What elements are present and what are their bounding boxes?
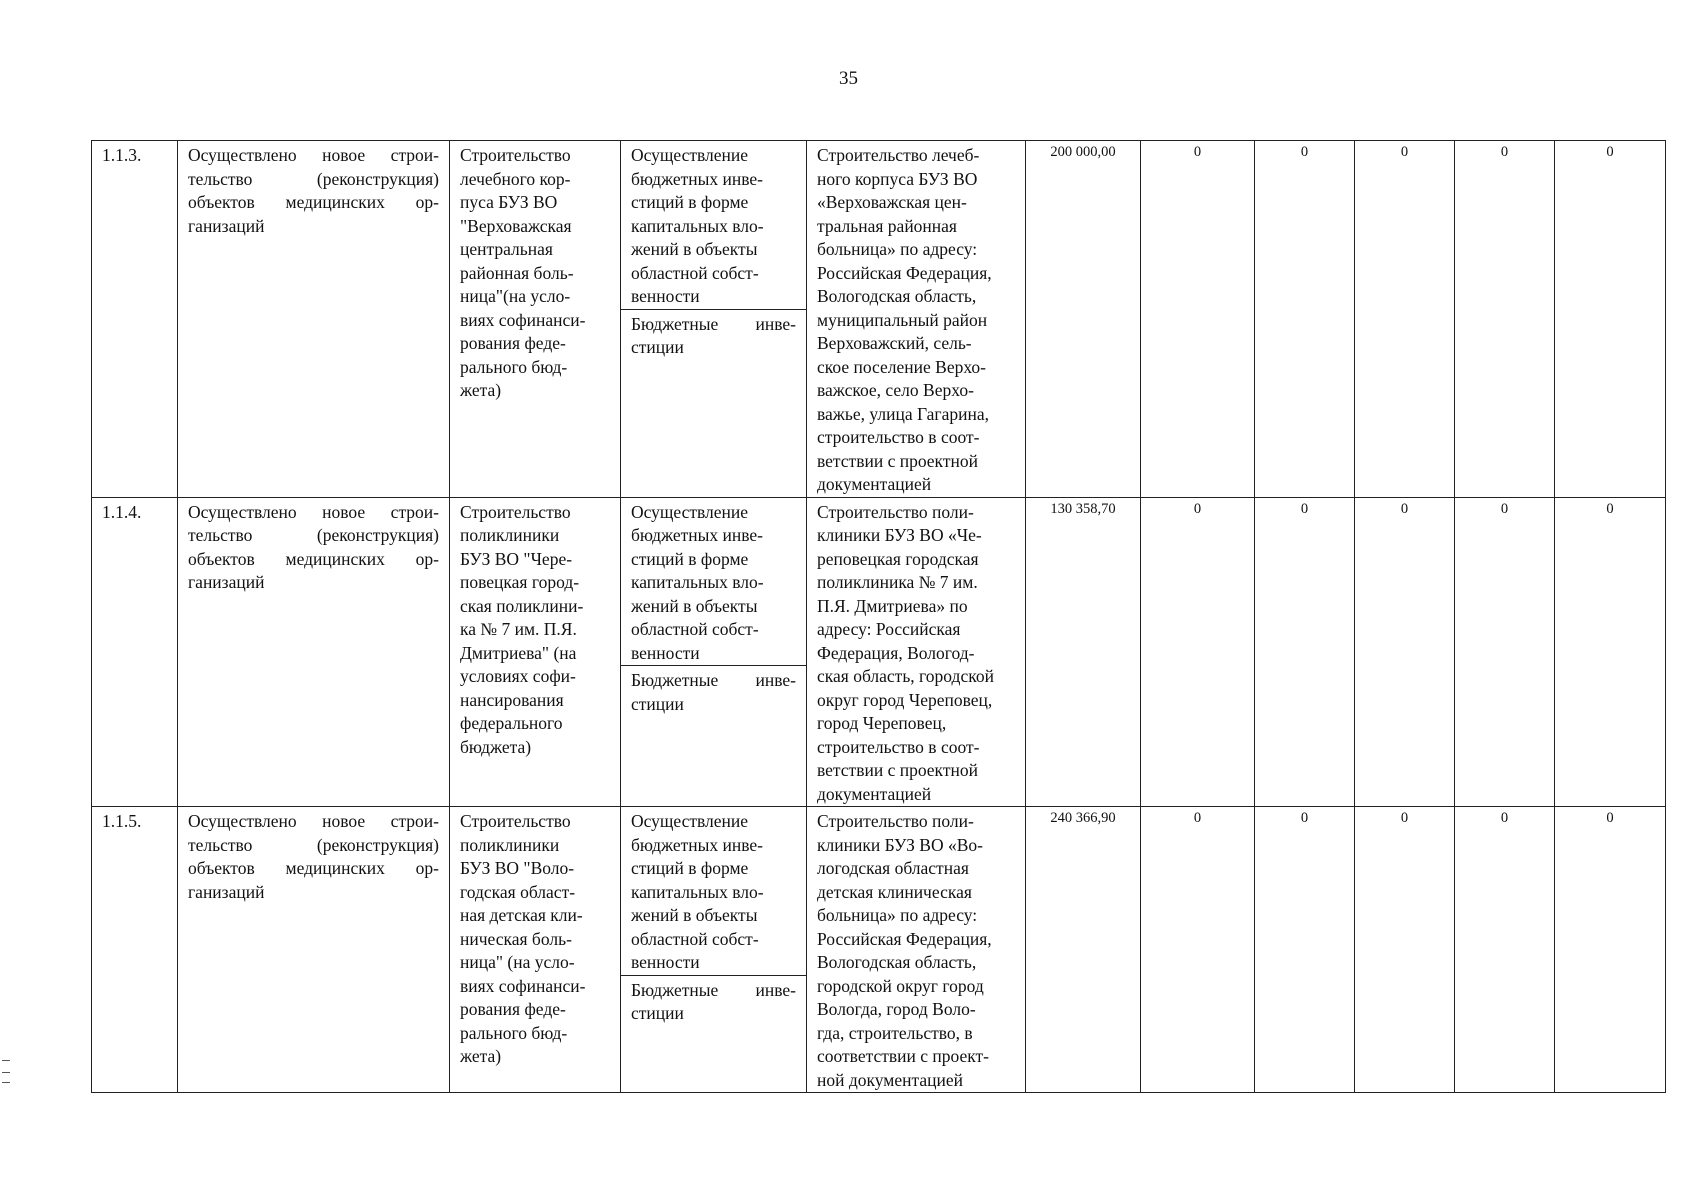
object-cell: Строительство поликлиники БУЗ ВО "Воло- годская област- ная детская кли- ническая боль- ница" (на усло- виях софинанси- рования феде- рального бюд- жета) <box>450 807 621 1093</box>
amount-col-2: 0 <box>1141 497 1255 807</box>
result-cell: Осуществлено новое строи-тельство (реконструкция) объектов медицинских ор-ганизаций <box>178 807 450 1093</box>
mechanism-cell <box>621 497 807 807</box>
mechanism-cell <box>621 807 807 1093</box>
table-row <box>92 141 1666 498</box>
amount-col-3: 0 <box>1255 807 1355 1093</box>
binding-mark <box>2 1072 10 1073</box>
amount-total: 130 358,70 <box>1026 497 1141 807</box>
table-row <box>92 807 1666 1093</box>
mechanism-type: Бюджетные инве-стиции <box>631 979 796 1023</box>
amount-col-5: 0 <box>1455 807 1555 1093</box>
mechanism-type: Бюджетные инве-стиции <box>631 670 796 714</box>
row-code: 1.1.4. <box>92 497 178 807</box>
amount-col-3: 0 <box>1255 497 1355 807</box>
page-number: 35 <box>839 68 858 89</box>
amount-total: 240 366,90 <box>1026 807 1141 1093</box>
description-cell: Строительство лечеб- ного корпуса БУЗ ВО «Верховажская цен- тральная районная больница» по адресу: Российская Федерация, Вологодская область, муниципальный район Верховажский, сель- ское поселение Верхо- важское, село Верхо- важье, улица Гагарина, строительство в соот- ветствии с проектной документацией <box>807 141 1026 498</box>
mechanism-text: Осуществление бюджетных инве- стиций в форме капитальных вло- жений в объекты областной собст- венности <box>621 141 806 310</box>
amount-col-2: 0 <box>1141 141 1255 498</box>
amount-col-4: 0 <box>1355 497 1455 807</box>
mechanism-type: Бюджетные инве-стиции <box>631 313 796 357</box>
amount-total: 200 000,00 <box>1026 141 1141 498</box>
amount-col-6: 0 <box>1555 807 1666 1093</box>
amount-col-4: 0 <box>1355 807 1455 1093</box>
binding-mark <box>2 1082 10 1083</box>
binding-mark <box>2 1060 10 1061</box>
result-cell: Осуществлено новое строи-тельство (реконструкция) объектов медицинских ор-ганизаций <box>178 141 450 498</box>
row-code: 1.1.5. <box>92 807 178 1093</box>
mechanism-cell <box>621 141 807 498</box>
mechanism-text: Осуществление бюджетных инве- стиций в форме капитальных вло- жений в объекты областной собст- венности <box>621 498 806 667</box>
amount-col-3: 0 <box>1255 141 1355 498</box>
amount-col-5: 0 <box>1455 497 1555 807</box>
row-code: 1.1.3. <box>92 141 178 498</box>
amount-col-6: 0 <box>1555 141 1666 498</box>
mechanism-text: Осуществление бюджетных инве- стиций в форме капитальных вло- жений в объекты областной собст- венности <box>621 807 806 976</box>
amount-col-5: 0 <box>1455 141 1555 498</box>
table-row <box>92 497 1666 807</box>
description-cell: Строительство поли- клиники БУЗ ВО «Во- логодская областная детская клиническая больница» по адресу: Российская Федерация, Вологодская область, городской округ город Вологда, город Воло- гда, строительство, в соответствии с проект- ной документацией <box>807 807 1026 1093</box>
program-table <box>91 140 1666 1093</box>
result-cell: Осуществлено новое строи-тельство (реконструкция) объектов медицинских ор-ганизаций <box>178 497 450 807</box>
object-cell: Строительство поликлиники БУЗ ВО "Чере- повецкая город- ская поликлини- ка № 7 им. П.Я. Дмитриева" (на условиях софи- нансирования федерального бюджета) <box>450 497 621 807</box>
amount-col-6: 0 <box>1555 497 1666 807</box>
object-cell: Строительство лечебного кор- пуса БУЗ ВО "Верховажская центральная районная боль- ница"(на усло- виях софинанси- рования феде- рального бюд- жета) <box>450 141 621 498</box>
amount-col-2: 0 <box>1141 807 1255 1093</box>
amount-col-4: 0 <box>1355 141 1455 498</box>
description-cell: Строительство поли- клиники БУЗ ВО «Че- реповецкая городская поликлиника № 7 им. П.Я. Дмитриева» по адресу: Российская Федерация, Вологод- ская область, городской округ город Череповец, город Череповец, строительство в соот- ветствии с проектной документацией <box>807 497 1026 807</box>
